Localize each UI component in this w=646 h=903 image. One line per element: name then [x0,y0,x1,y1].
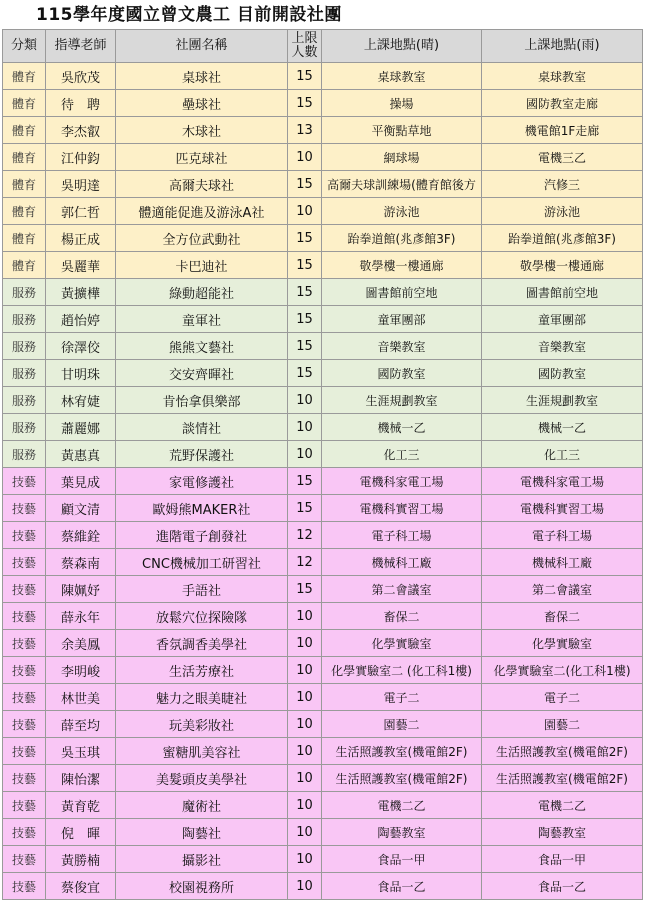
category-cell: 服務 [3,279,46,306]
category-cell: 服務 [3,333,46,360]
teacher-cell: 顧文清 [46,495,116,522]
location-rainy-cell: 生活照護教室(機電館2F) [482,765,643,792]
table-row [3,819,643,846]
header-limit-line1: 上限 [291,31,318,46]
limit-cell: 10 [288,414,322,441]
location-rainy-cell: 食品一甲 [482,846,643,873]
header-location-sunny: 上課地點(晴) [322,30,482,63]
club-name-cell: 童軍社 [116,306,288,333]
location-rainy-cell: 機械科工廠 [482,549,643,576]
club-table [2,29,643,900]
table-row [3,576,643,603]
table-row [3,711,643,738]
category-cell: 技藝 [3,657,46,684]
category-cell: 體育 [3,117,46,144]
location-sunny-cell: 跆拳道館(兆彥館3F) [322,225,482,252]
teacher-cell: 徐澤佼 [46,333,116,360]
location-sunny-cell: 生活照護教室(機電館2F) [322,765,482,792]
table-row [3,306,643,333]
category-cell: 服務 [3,387,46,414]
location-rainy-cell: 機電館1F走廊 [482,117,643,144]
teacher-cell: 葉見成 [46,468,116,495]
location-rainy-cell: 童軍團部 [482,306,643,333]
club-name-cell: 手語社 [116,576,288,603]
header-club: 社團名稱 [116,30,288,63]
location-sunny-cell: 食品一甲 [322,846,482,873]
location-rainy-cell: 電機科家電工場 [482,468,643,495]
table-row [3,387,643,414]
category-cell: 體育 [3,225,46,252]
limit-cell: 15 [288,360,322,387]
location-rainy-cell: 食品一乙 [482,873,643,900]
location-rainy-cell: 游泳池 [482,198,643,225]
limit-cell: 10 [288,684,322,711]
category-cell: 技藝 [3,630,46,657]
teacher-cell: 陳姵妤 [46,576,116,603]
location-rainy-cell: 跆拳道館(兆彥館3F) [482,225,643,252]
location-sunny-cell: 網球場 [322,144,482,171]
club-name-cell: 蜜糖肌美容社 [116,738,288,765]
location-sunny-cell: 游泳池 [322,198,482,225]
club-name-cell: 綠動超能社 [116,279,288,306]
club-name-cell: 荒野保護社 [116,441,288,468]
location-rainy-cell: 音樂教室 [482,333,643,360]
limit-cell: 10 [288,198,322,225]
club-name-cell: 魅力之眼美睫社 [116,684,288,711]
teacher-cell: 蔡維銓 [46,522,116,549]
club-name-cell: 體適能促進及游泳A社 [116,198,288,225]
limit-cell: 15 [288,306,322,333]
limit-cell: 15 [288,225,322,252]
club-name-cell: 歐姆熊MAKER社 [116,495,288,522]
table-row [3,765,643,792]
limit-cell: 10 [288,738,322,765]
location-rainy-cell: 電子二 [482,684,643,711]
limit-cell: 13 [288,117,322,144]
location-sunny-cell: 生活照護教室(機電館2F) [322,738,482,765]
location-sunny-cell: 園藝二 [322,711,482,738]
limit-cell: 15 [288,63,322,90]
category-cell: 體育 [3,144,46,171]
location-sunny-cell: 音樂教室 [322,333,482,360]
location-sunny-cell: 機械一乙 [322,414,482,441]
table-header-row [3,30,643,63]
limit-cell: 15 [288,279,322,306]
location-rainy-cell: 汽修三 [482,171,643,198]
table-row [3,684,643,711]
location-sunny-cell: 食品一乙 [322,873,482,900]
table-row [3,279,643,306]
table-row [3,873,643,900]
club-name-cell: 匹克球社 [116,144,288,171]
location-sunny-cell: 畜保二 [322,603,482,630]
category-cell: 技藝 [3,522,46,549]
category-cell: 技藝 [3,576,46,603]
location-rainy-cell: 桌球教室 [482,63,643,90]
table-row [3,495,643,522]
club-name-cell: 魔術社 [116,792,288,819]
limit-cell: 15 [288,495,322,522]
limit-cell: 15 [288,576,322,603]
teacher-cell: 李明峻 [46,657,116,684]
teacher-cell: 待 聘 [46,90,116,117]
location-rainy-cell: 生涯規劃教室 [482,387,643,414]
teacher-cell: 蔡俊宜 [46,873,116,900]
location-rainy-cell: 陶藝教室 [482,819,643,846]
location-rainy-cell: 第二會議室 [482,576,643,603]
table-row [3,90,643,117]
location-sunny-cell: 電機科家電工場 [322,468,482,495]
category-cell: 服務 [3,360,46,387]
location-rainy-cell: 化學實驗室二(化工科1樓) [482,657,643,684]
category-cell: 體育 [3,171,46,198]
club-name-cell: 放鬆穴位探險隊 [116,603,288,630]
table-row [3,522,643,549]
table-row [3,549,643,576]
location-sunny-cell: 桌球教室 [322,63,482,90]
club-name-cell: 校園視務所 [116,873,288,900]
location-sunny-cell: 第二會議室 [322,576,482,603]
limit-cell: 10 [288,441,322,468]
club-name-cell: CNC機械加工研習社 [116,549,288,576]
teacher-cell: 陳怡潔 [46,765,116,792]
category-cell: 服務 [3,306,46,333]
location-sunny-cell: 國防教室 [322,360,482,387]
category-cell: 技藝 [3,684,46,711]
category-cell: 技藝 [3,738,46,765]
table-row [3,252,643,279]
limit-cell: 10 [288,792,322,819]
location-sunny-cell: 陶藝教室 [322,819,482,846]
location-rainy-cell: 化工三 [482,441,643,468]
club-name-cell: 桌球社 [116,63,288,90]
location-rainy-cell: 電子科工場 [482,522,643,549]
teacher-cell: 蔡森南 [46,549,116,576]
club-name-cell: 進階電子創發社 [116,522,288,549]
category-cell: 體育 [3,63,46,90]
club-name-cell: 玩美彩妝社 [116,711,288,738]
location-rainy-cell: 敬學樓一樓通廊 [482,252,643,279]
table-body [3,63,643,900]
category-cell: 技藝 [3,846,46,873]
location-sunny-cell: 化工三 [322,441,482,468]
club-name-cell: 攝影社 [116,846,288,873]
limit-cell: 10 [288,846,322,873]
location-rainy-cell: 圖書館前空地 [482,279,643,306]
category-cell: 服務 [3,414,46,441]
table-row [3,738,643,765]
location-sunny-cell: 敬學樓一樓通廊 [322,252,482,279]
table-row [3,846,643,873]
limit-cell: 12 [288,522,322,549]
category-cell: 技藝 [3,711,46,738]
limit-cell: 10 [288,630,322,657]
teacher-cell: 郭仁哲 [46,198,116,225]
table-row [3,144,643,171]
category-cell: 技藝 [3,792,46,819]
location-rainy-cell: 國防教室 [482,360,643,387]
club-name-cell: 陶藝社 [116,819,288,846]
category-cell: 技藝 [3,873,46,900]
location-sunny-cell: 電機二乙 [322,792,482,819]
location-sunny-cell: 化學實驗室 [322,630,482,657]
teacher-cell: 黃擴樺 [46,279,116,306]
teacher-cell: 黃勝楠 [46,846,116,873]
table-row [3,63,643,90]
club-name-cell: 熊熊文藝社 [116,333,288,360]
limit-cell: 10 [288,387,322,414]
category-cell: 體育 [3,198,46,225]
header-limit [288,30,322,63]
club-name-cell: 全方位武動社 [116,225,288,252]
table-row [3,171,643,198]
table-row [3,333,643,360]
teacher-cell: 江仲鈞 [46,144,116,171]
location-rainy-cell: 電機三乙 [482,144,643,171]
table-row [3,414,643,441]
teacher-cell: 薛至均 [46,711,116,738]
club-name-cell: 肯怡拿俱樂部 [116,387,288,414]
location-rainy-cell: 生活照護教室(機電館2F) [482,738,643,765]
teacher-cell: 吳麗華 [46,252,116,279]
location-rainy-cell: 電機科實習工場 [482,495,643,522]
table-row [3,468,643,495]
location-rainy-cell: 機械一乙 [482,414,643,441]
location-sunny-cell: 童軍團部 [322,306,482,333]
location-sunny-cell: 圖書館前空地 [322,279,482,306]
table-row [3,603,643,630]
limit-cell: 15 [288,333,322,360]
limit-cell: 15 [288,252,322,279]
limit-cell: 10 [288,657,322,684]
location-sunny-cell: 電機科實習工場 [322,495,482,522]
teacher-cell: 吳欣茂 [46,63,116,90]
location-rainy-cell: 園藝二 [482,711,643,738]
category-cell: 體育 [3,90,46,117]
category-cell: 技藝 [3,468,46,495]
teacher-cell: 趙怡婷 [46,306,116,333]
location-rainy-cell: 電機二乙 [482,792,643,819]
header-location-rainy: 上課地點(雨) [482,30,643,63]
teacher-cell: 余美鳳 [46,630,116,657]
teacher-cell: 甘明珠 [46,360,116,387]
teacher-cell: 蕭麗娜 [46,414,116,441]
table-row [3,630,643,657]
table-row [3,225,643,252]
teacher-cell: 楊正成 [46,225,116,252]
club-name-cell: 交安齊暉社 [116,360,288,387]
club-name-cell: 生活芳療社 [116,657,288,684]
category-cell: 技藝 [3,819,46,846]
limit-cell: 10 [288,819,322,846]
teacher-cell: 吳明達 [46,171,116,198]
club-name-cell: 香氛調香美學社 [116,630,288,657]
limit-cell: 12 [288,549,322,576]
club-name-cell: 木球社 [116,117,288,144]
table-row [3,792,643,819]
location-sunny-cell: 平衡點草地 [322,117,482,144]
table-row [3,360,643,387]
location-sunny-cell: 操場 [322,90,482,117]
location-sunny-cell: 機械科工廠 [322,549,482,576]
limit-cell: 10 [288,765,322,792]
limit-cell: 10 [288,603,322,630]
teacher-cell: 李杰叡 [46,117,116,144]
limit-cell: 15 [288,468,322,495]
header-teacher: 指導老師 [46,30,116,63]
category-cell: 技藝 [3,549,46,576]
club-name-cell: 談情社 [116,414,288,441]
club-name-cell: 美髮頭皮美學社 [116,765,288,792]
teacher-cell: 黃育乾 [46,792,116,819]
category-cell: 技藝 [3,765,46,792]
location-sunny-cell: 電子二 [322,684,482,711]
header-limit-line2: 人數 [291,45,318,60]
table-row [3,198,643,225]
page-title: 115學年度國立曾文農工 目前開設社團 [36,5,342,25]
teacher-cell: 薛永年 [46,603,116,630]
location-sunny-cell: 高爾夫球訓練場(體育館後方 [322,171,482,198]
location-rainy-cell: 畜保二 [482,603,643,630]
category-cell: 技藝 [3,603,46,630]
location-rainy-cell: 化學實驗室 [482,630,643,657]
teacher-cell: 林世美 [46,684,116,711]
club-name-cell: 卡巴迪社 [116,252,288,279]
limit-cell: 15 [288,90,322,117]
club-name-cell: 高爾夫球社 [116,171,288,198]
location-sunny-cell: 電子科工場 [322,522,482,549]
limit-cell: 10 [288,711,322,738]
table-row [3,441,643,468]
table-row [3,117,643,144]
category-cell: 體育 [3,252,46,279]
limit-cell: 10 [288,873,322,900]
limit-cell: 10 [288,144,322,171]
location-sunny-cell: 生涯規劃教室 [322,387,482,414]
teacher-cell: 林宥婕 [46,387,116,414]
category-cell: 技藝 [3,495,46,522]
table-row [3,657,643,684]
location-rainy-cell: 國防教室走廊 [482,90,643,117]
limit-cell: 15 [288,171,322,198]
club-name-cell: 家電修護社 [116,468,288,495]
teacher-cell: 倪 暉 [46,819,116,846]
category-cell: 服務 [3,441,46,468]
teacher-cell: 吳玉琪 [46,738,116,765]
location-sunny-cell: 化學實驗室二 (化工科1樓) [322,657,482,684]
club-name-cell: 壘球社 [116,90,288,117]
teacher-cell: 黃惠真 [46,441,116,468]
header-category: 分類 [3,30,46,63]
